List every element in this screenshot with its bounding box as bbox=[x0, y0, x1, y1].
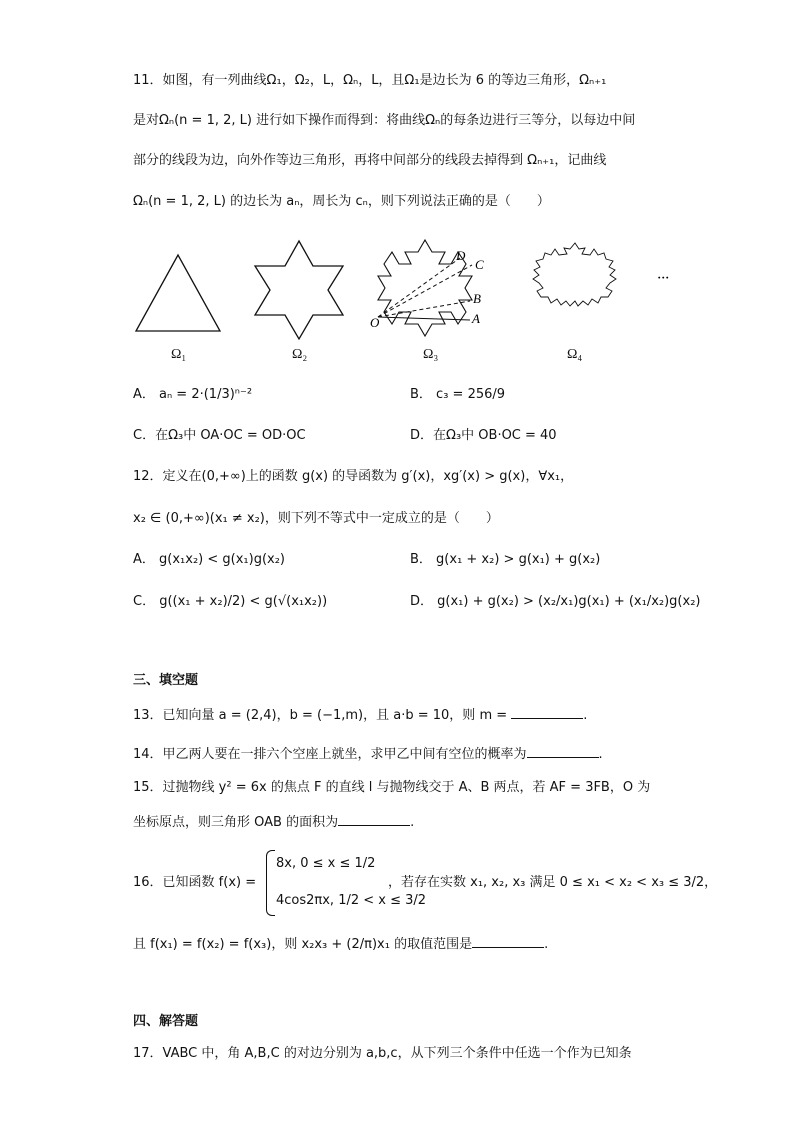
section-fill-in-title: 三、填空题 bbox=[133, 673, 199, 688]
q16-answer-blank[interactable] bbox=[472, 935, 544, 948]
omega4-curve bbox=[533, 243, 616, 306]
q15-end: . bbox=[410, 815, 415, 830]
caption-omega1: Ω₁ bbox=[171, 347, 187, 362]
section-answer-title: 四、解答题 bbox=[133, 1014, 199, 1029]
q12-option-d: D． g(x₁) + g(x₂) > (x₂/x₁)g(x₁) + (x₁/x₂)g(x₂) bbox=[410, 594, 701, 609]
q12-option-a: A． g(x₁x₂) < g(x₁)g(x₂) bbox=[133, 552, 285, 567]
q12-option-b: B． g(x₁ + x₂) > g(x₁) + g(x₂) bbox=[410, 552, 601, 567]
q11-option-a: A． aₙ = 2·(1/3)ⁿ⁻² bbox=[133, 387, 253, 402]
q15-line2-wrap bbox=[133, 813, 414, 832]
q12-option-c: C． g((x₁ + x₂)/2) < g(√(x₁x₂)) bbox=[133, 594, 328, 609]
omega3-line-od bbox=[378, 258, 460, 317]
q16-suffix: ，若存在实数 x₁, x₂, x₃ 满足 0 ≤ x₁ < x₂ < x₃ ≤ 3/2， bbox=[388, 875, 718, 890]
label-b: B bbox=[473, 291, 481, 306]
omega3-line-oc bbox=[378, 265, 472, 317]
q16-case1: 8x, 0 ≤ x ≤ 1/2 bbox=[276, 856, 376, 871]
q15-answer-blank[interactable] bbox=[338, 813, 410, 826]
q11-option-b: B． c₃ = 256/9 bbox=[410, 387, 506, 402]
q16-line2-wrap bbox=[133, 935, 548, 954]
q11-line3: 部分的线段为边，向外作等边三角形，再将中间部分的线段去掉得到 Ωₙ₊₁，记曲线 bbox=[133, 153, 607, 168]
label-o: O bbox=[370, 315, 380, 330]
omega2-star bbox=[255, 241, 343, 339]
q17-text: 17．VABC 中，角 A,B,C 的对边分别为 a,b,c，从下列三个条件中任选一个作为已知条 bbox=[133, 1046, 632, 1061]
caption-omega2: Ω₂ bbox=[292, 347, 308, 362]
caption-omega3: Ω₃ bbox=[423, 347, 439, 362]
q15-line1: 15．过抛物线 y² = 6x 的焦点 F 的直线 l 与抛物线交于 A、B 两点，若 AF = 3FB，O 为 bbox=[133, 780, 651, 795]
q15-line2: 坐标原点，则三角形 OAB 的面积为 bbox=[133, 815, 339, 830]
q11-line4: Ωₙ(n = 1, 2, L) 的边长为 aₙ，周长为 cₙ，则下列说法正确的是（ ） bbox=[133, 194, 550, 209]
q14-end: . bbox=[598, 747, 603, 762]
q11-option-d: D．在Ω₃中 OB·OC = 40 bbox=[410, 428, 557, 443]
label-a: A bbox=[472, 311, 480, 326]
q13 bbox=[133, 706, 587, 725]
caption-omega4: Ω₄ bbox=[567, 347, 583, 362]
q11-line2: 是对Ωₙ(n = 1, 2, L) 进行如下操作而得到：将曲线Ωₙ的每条边进行三等分，以每边中间 bbox=[133, 113, 636, 128]
q11-option-c: C．在Ω₃中 OA·OC = OD·OC bbox=[133, 428, 306, 443]
q11-line1: 11．如图，有一列曲线Ω₁，Ω₂，L，Ωₙ，L，且Ω₁是边长为 6 的等边三角形，Ωₙ₊₁ bbox=[133, 73, 607, 88]
q16-line2: 且 f(x₁) = f(x₂) = f(x₃)，则 x₂x₃ + (2/π)x₁ 的取值范围是 bbox=[133, 937, 473, 952]
q13-answer-blank[interactable] bbox=[511, 706, 583, 719]
q12-line1: 12．定义在(0,+∞)上的函数 g(x) 的导函数为 g′(x)，xg′(x) > g(x)，∀x₁， bbox=[133, 469, 574, 484]
q16-case2: 4cos2πx, 1/2 < x ≤ 3/2 bbox=[276, 893, 427, 908]
q14-answer-blank[interactable] bbox=[527, 745, 599, 758]
q16-end: . bbox=[544, 937, 549, 952]
q13-text: 13．已知向量 a = (2,4)，b = (−1,m)，且 a·b = 10，则 m = bbox=[133, 708, 512, 723]
q14 bbox=[133, 745, 603, 764]
q16-prefix: 16．已知函数 f(x) = bbox=[133, 875, 257, 890]
q14-text: 14．甲乙两人要在一排六个空座上就坐，求甲乙中间有空位的概率为 bbox=[133, 747, 527, 762]
label-d: D bbox=[456, 248, 466, 263]
omega3-line-oa bbox=[378, 317, 470, 320]
koch-figures bbox=[120, 235, 700, 345]
label-c: C bbox=[475, 257, 484, 272]
ellipsis: ··· bbox=[657, 270, 669, 287]
omega1-triangle bbox=[136, 255, 220, 331]
q12-line2: x₂ ∈ (0,+∞)(x₁ ≠ x₂)，则下列不等式中一定成立的是（ ） bbox=[133, 511, 499, 526]
q13-end: . bbox=[583, 708, 588, 723]
q16-brace bbox=[266, 850, 275, 916]
